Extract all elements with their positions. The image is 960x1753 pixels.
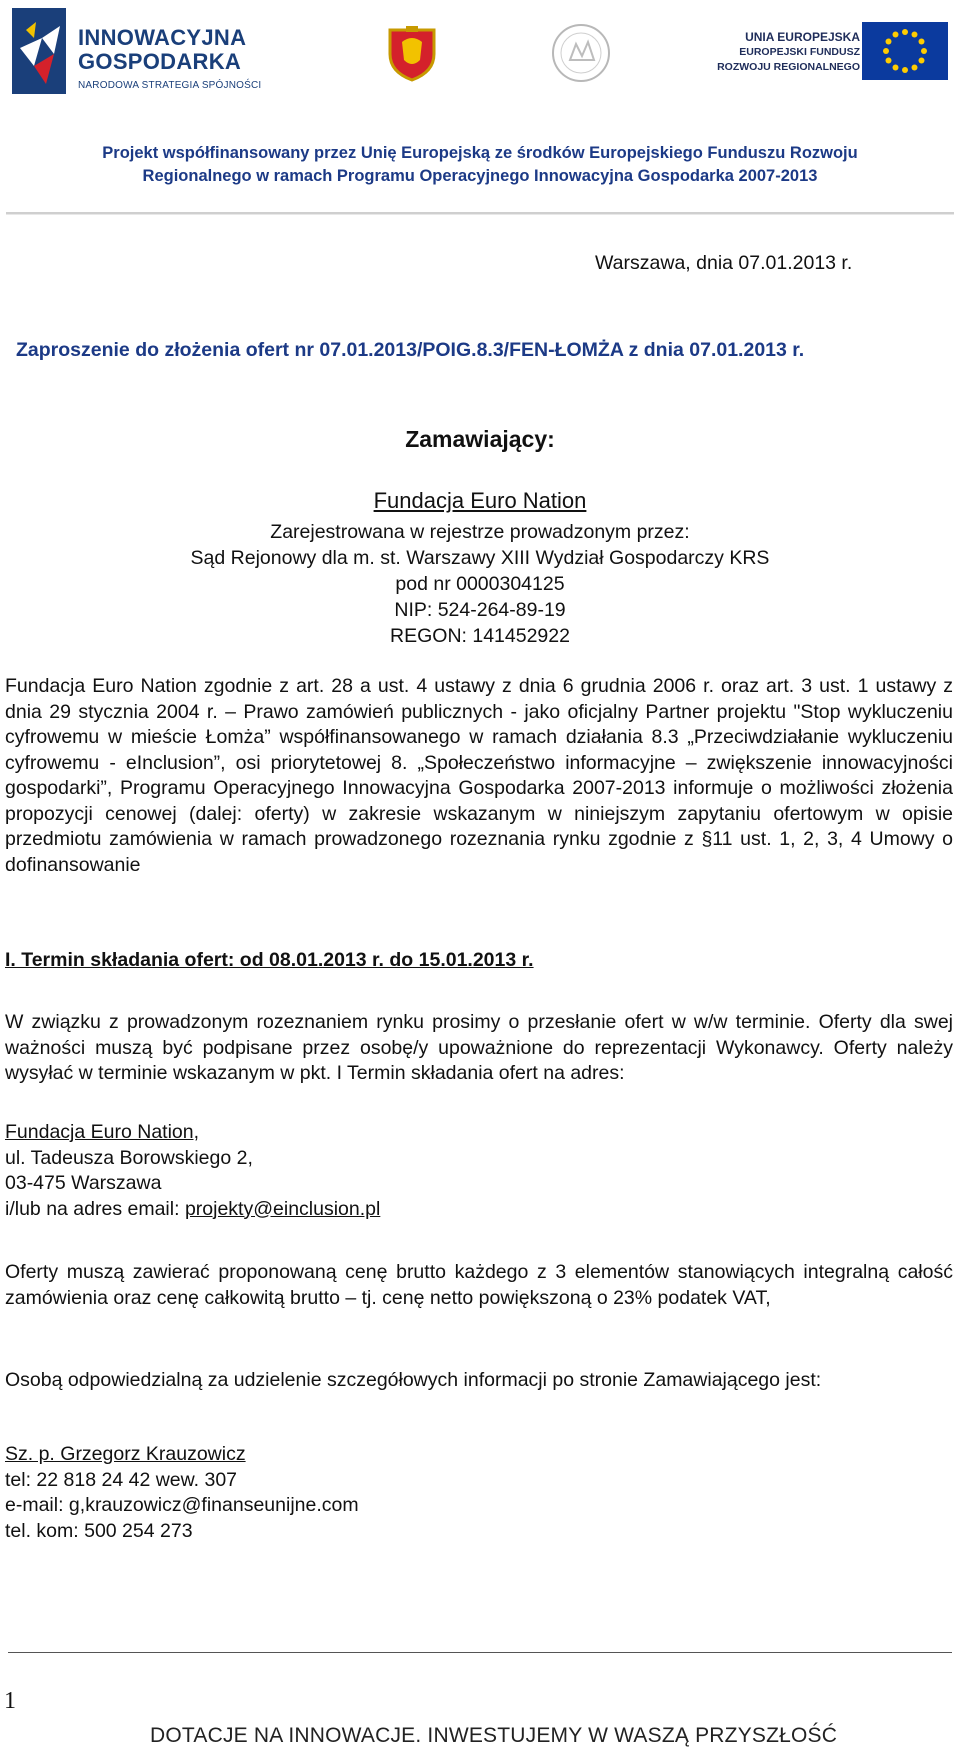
buyer-krs: pod nr 0000304125 [395,573,565,595]
document-date: Warszawa, dnia 07.01.2013 r. [595,252,853,274]
ig-logo-line3: NARODOWA STRATEGIA SPÓJNOŚCI [78,80,262,91]
contact-name: Sz. p. Grzegorz Krauzowicz [5,1443,246,1465]
contact-mobile: tel. kom: 500 254 273 [5,1519,193,1542]
invitation-title: Zaproszenie do złożenia ofert nr 07.01.2013/POIG.8.3/FEN-ŁOMŻA z dnia 07.01.2013 r. [16,339,805,361]
eu-logo-line3: ROZWOJU REGIONALNEGO [717,61,860,73]
buyer-nip: NIP: 524-264-89-19 [394,599,566,621]
header-divider [6,212,954,215]
flag-logo-icon [12,8,66,94]
ig-logo-line2: GOSPODARKA [78,49,242,74]
eu-logo-text [712,30,860,75]
buyer-regon: REGON: 141452922 [390,625,570,647]
buyer-court-line: Sąd Rejonowy dla m. st. Warszawy XIII Wydział Gospodarczy KRS [190,547,770,569]
address-street: ul. Tadeusza Borowskiego 2, [5,1146,253,1169]
header-logos [0,0,960,110]
address-block [5,1120,953,1222]
city-crest-icon [386,24,438,82]
contact-email: e-mail: g,krauzowicz@finanseunijne.com [5,1494,359,1516]
address-city: 03-475 Warszawa [5,1172,162,1194]
address-email-prefix: i/lub na adres email: [5,1197,185,1220]
foundation-logo-icon [548,20,614,86]
address-name: Fundacja Euro Nation, [5,1121,200,1143]
buyer-name: Fundacja Euro Nation [373,488,587,513]
project-cofinancing-note [0,142,960,188]
contact-paragraph: Osobą odpowiedzialną za udzielenie szczegółowych informacji po stronie Zamawiającego jest: [5,1369,822,1391]
price-paragraph: Oferty muszą zawierać proponowaną cenę brutto każdego z 3 elementów stanowiących integralną całość zamówienia oraz cenę całkowitą brutto – tj. cenę netto powiększoną o 23% podatek VAT, [5,1261,953,1309]
page-number: 1 [4,1688,16,1714]
project-line-2: Regionalnego w ramach Programu Operacyjnego Innowacyjna Gospodarka 2007-2013 [142,167,818,185]
project-line-1: Projekt współfinansowany przez Unię Europejską ze środków Europejskiego Funduszu Rozwoju [102,144,858,162]
section1-paragraph: W związku z prowadzonym rozeznaniem rynku prosimy o przesłanie ofert w w/w terminie. Oferty dla swej ważności muszą być podpisane przez osobę/y upoważnione do reprezentacji Wykonawcy. Oferty należy wysyłać w terminie wskazanym w pkt. I Termin składania ofert na adres: [5,1011,953,1084]
innowacyjna-gospodarka-logo [12,8,282,98]
eu-logo-line2: EUROPEJSKI FUNDUSZ [739,46,860,58]
intro-paragraph: Fundacja Euro Nation zgodnie z art. 28 a ust. 4 ustawy z dnia 6 grudnia 2006 r. oraz art. 3 ust. 1 ustawy z dnia 29 stycznia 2004 r. – Prawo zamówień publicznych - jako oficjalny Partner projektu "Stop wykluczeniu cyfrowemu w mieście Łomża” współfinansowanego w ramach działania 8.3 „Przeciwdziałanie wykluczeniu cyfrowemu - eInclusion”, osi priorytetowej 8. „Społeczeństwo informacyjne – zwiększenie innowacyjności gospodarki”, Programu Operacyjnego Innowacyjna Gospodarka 2007-2013 informuje o możliwości złożenia propozycji cenowej (dalej: oferty) w zakresie wskazanym w niniejszym zapytaniu ofertowym w opisie przedmiotu zamówienia w ramach prowadzonego rozeznania rynku zgodnie z §11 ust. 1, 2, 3, 4 Umowy o dofinansowanie [5,675,953,876]
address-email-line [5,1197,953,1223]
ig-logo-line1: INNOWACYJNA [78,25,247,50]
contact-tel: tel: 22 818 24 42 wew. 307 [5,1468,238,1491]
address-email-link[interactable]: projekty@einclusion.pl [184,1197,381,1220]
buyer-registry-line: Zarejestrowana w rejestrze prowadzonym przez: [270,521,690,543]
section1-heading: I. Termin składania ofert: od 08.01.2013 r. do 15.01.2013 r. [5,949,534,971]
footer-divider [8,1652,952,1653]
eu-flag-icon [862,22,948,80]
contact-block [5,1442,953,1544]
eu-logo-line1: UNIA EUROPEJSKA [745,30,860,44]
buyer-heading: Zamawiający: [405,426,555,452]
footer-slogan: DOTACJE NA INNOWACJE. INWESTUJEMY W WASZĄ PRZYSZŁOŚĆ [150,1724,838,1747]
